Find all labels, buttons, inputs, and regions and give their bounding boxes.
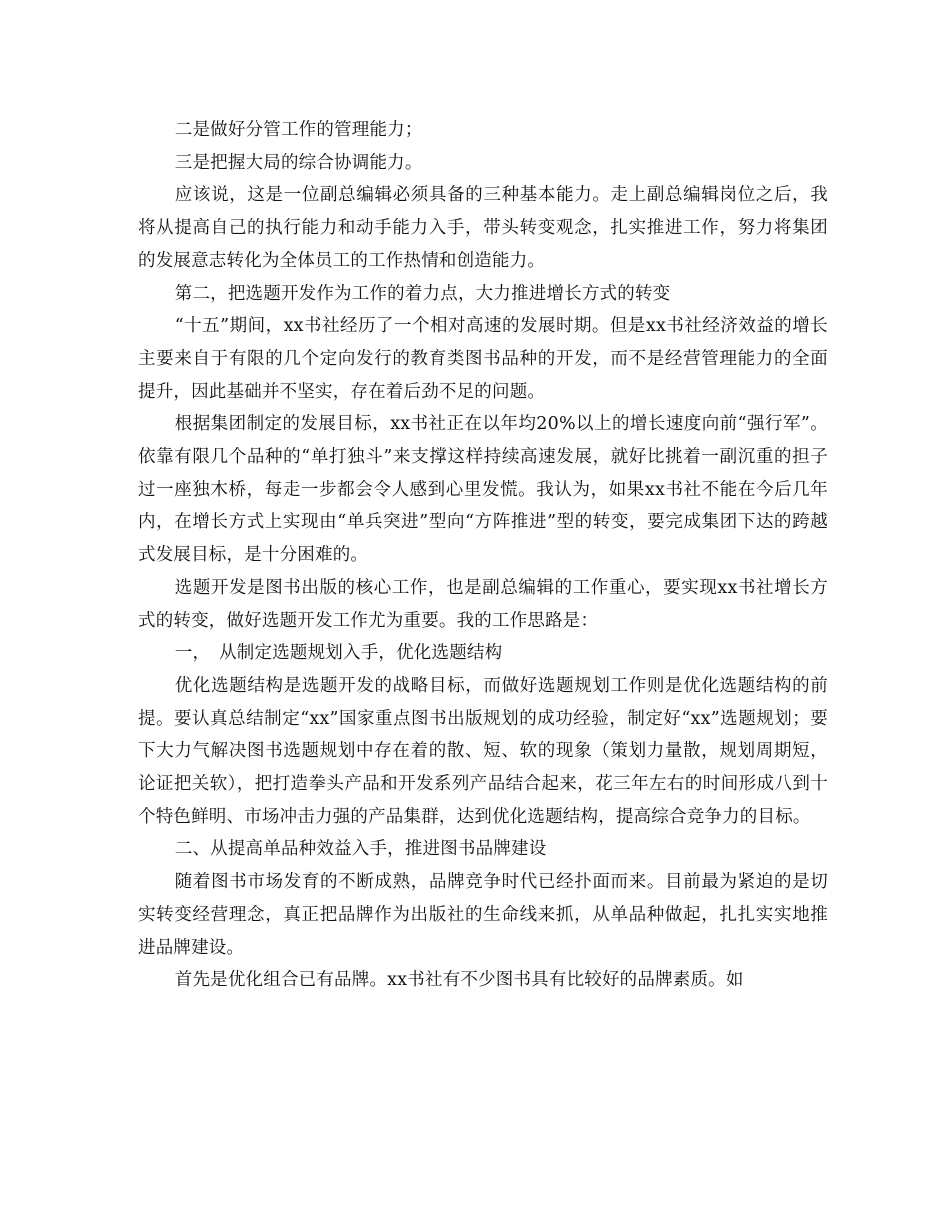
paragraph: “十五”期间，xx书社经历了一个相对高速的发展时期。但是xx书社经济效益的增长主要来自于有限的几个定向发行的教育类图书品种的开发，而不是经营管理能力的全面提升，因此基础并不坚实，存在着后劲不足的问题。 xyxy=(138,316,828,402)
subsection-heading: 一， 从制定选题规划入手，优化选题结构 xyxy=(174,643,503,664)
document-body xyxy=(138,114,828,997)
paragraph: 首先是优化组合已有品牌。xx书社有不少图书具有比较好的品牌素质。如 xyxy=(174,970,744,991)
section-heading: 第二，把选题开发作为工作的着力点，大力推进增长方式的转变 xyxy=(174,283,671,304)
paragraph: 应该说，这是一位副总编辑必须具备的三种基本能力。走上副总编辑岗位之后，我将从提高自己的执行能力和动手能力入手，带头转变观念，扎实推进工作，努力将集团的发展意志转化为全体员工的工作热情和创造能力。 xyxy=(138,185,828,271)
paragraph: 优化选题结构是选题开发的战略目标，而做好选题规划工作则是优化选题结构的前提。要认真总结制定“xx”国家重点图书出版规划的成功经验，制定好“xx”选题规划；要下大力气解决图书选题规划中存在着的散、短、软的现象（策划力量散，规划周期短，论证把关软），把打造拳头产品和开发系列产品结合起来，花三年左右的时间形成八到十个特色鲜明、市场冲击力强的产品集群，达到优化选题结构，提高综合竞争力的目标。 xyxy=(138,675,828,827)
paragraph: 选题开发是图书出版的核心工作，也是副总编辑的工作重心，要实现xx书社增长方式的转变，做好选题开发工作尤为重要。我的工作思路是： xyxy=(138,577,828,631)
paragraph: 根据集团制定的发展目标，xx书社正在以年均20%以上的增长速度向前“强行军”。依靠有限几个品种的“单打独斗”来支撑这样持续高速发展，就好比挑着一副沉重的担子过一座独木桥，每走一步都会令人感到心里发慌。我认为，如果xx书社不能在今后几年内，在增长方式上实现由“单兵突进”型向“方阵推进”型的转变，要完成集团下达的跨越式发展目标，是十分困难的。 xyxy=(138,414,828,566)
paragraph: 随着图书市场发育的不断成熟，品牌竞争时代已经扑面而来。目前最为紧迫的是切实转变经营理念，真正把品牌作为出版社的生命线来抓，从单品种做起，扎扎实实地推进品牌建设。 xyxy=(138,872,828,958)
subsection-heading: 二、从提高单品种效益入手，推进图书品牌建设 xyxy=(174,839,547,860)
paragraph: 三是把握大局的综合协调能力。 xyxy=(174,152,423,173)
paragraph: 二是做好分管工作的管理能力； xyxy=(174,120,423,140)
